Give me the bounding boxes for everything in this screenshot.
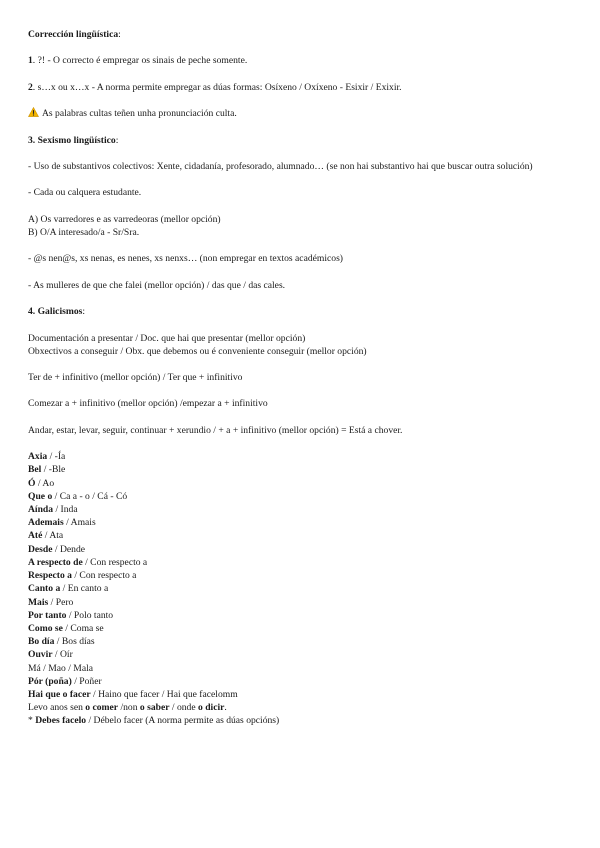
docs-example: Documentación a presentar / Doc. que hai que presentar (mellor opción): [28, 332, 306, 344]
list-item: Hai que o facer / Haino que facer / Hai que facelomm: [28, 688, 238, 700]
heading-gallicisms: 4. Galicismos:: [28, 306, 86, 318]
list-item: Respecto a / Con respecto a: [28, 570, 137, 582]
rule-2: 2. s…x ou x…x - A norma permite empregar as dúas formas: Osíxeno / Oxíxeno - Esixir / Exixir.: [28, 81, 402, 93]
list-item: Má / Mao / Mala: [28, 662, 94, 674]
heading-sexism: 3. Sexismo lingüístico:: [28, 134, 119, 146]
comezar-rule: Comezar a + infinitivo (mellor opción) /empezar a + infinitivo: [28, 398, 268, 410]
list-item: Levo anos sen o comer /non o saber / onde o dicir.: [28, 702, 227, 714]
objectives-example: Obxectivos a conseguir / Obx. que debemos ou é conveniente conseguir (mellor opción): [28, 345, 367, 357]
document-page: [28, 28, 588, 728]
gerund-rule: Andar, estar, levar, seguir, continuar + xerundio / + a + infinitivo (mellor opción) = Está a chover.: [28, 424, 403, 436]
list-item: Desde / Dende: [28, 543, 86, 555]
list-item: Ouvir / Oír: [28, 649, 73, 661]
collective-nouns: - Uso de substantivos colectivos: Xente, cidadanía, profesorado, alumnado… (se non hai substantivo hai que buscar outra solución): [28, 160, 533, 172]
heading-linguistic-correction: Corrección lingüística:: [28, 29, 121, 40]
list-item: Aínda / Inda: [28, 504, 78, 516]
option-a: A) Os varredores e as varredeoras (mellor opción): [28, 213, 221, 225]
list-item: Como se / Coma se: [28, 622, 104, 634]
at-sign-forms: - @s nen@s, xs nenas, es nenes, xs nenxs… (non empregar en textos académicos): [28, 253, 343, 265]
list-item: Ademais / Amais: [28, 517, 96, 529]
list-item: Bo día / Bos días: [28, 636, 95, 648]
word-list: [28, 450, 588, 727]
list-item: Pór (poña) / Poñer: [28, 675, 102, 687]
list-item: Por tanto / Polo tanto: [28, 609, 114, 621]
list-item: Até / Ata: [28, 530, 64, 542]
list-item: Mais / Pero: [28, 596, 74, 608]
warning-note: As palabras cultas teñen unha pronunciación culta.: [28, 107, 588, 120]
women-example: - As mulleres de que che falei (mellor opción) / das que / das cales.: [28, 279, 286, 291]
option-b: B) O/A interesado/a - Sr/Sra.: [28, 226, 140, 238]
rule-1: 1. ?! - O correcto é empregar os sinais de peche somente.: [28, 55, 248, 67]
list-item: Canto a / En canto a: [28, 583, 109, 595]
list-item: Ó / Ao: [28, 477, 55, 489]
list-item: Axia / -Ía: [28, 451, 66, 463]
ter-de-rule: Ter de + infinitivo (mellor opción) / Ter que + infinitivo: [28, 372, 243, 384]
each-student: - Cada ou calquera estudante.: [28, 187, 142, 199]
list-item: * Debes facelo / Débelo facer (A norma permite as dúas opcións): [28, 715, 280, 727]
list-item: Bel / -Ble: [28, 464, 66, 476]
list-item: A respecto de / Con respecto a: [28, 556, 148, 568]
warning-icon: [28, 107, 39, 117]
list-item: Que o / Ca a - o / Cá - Có: [28, 490, 128, 502]
